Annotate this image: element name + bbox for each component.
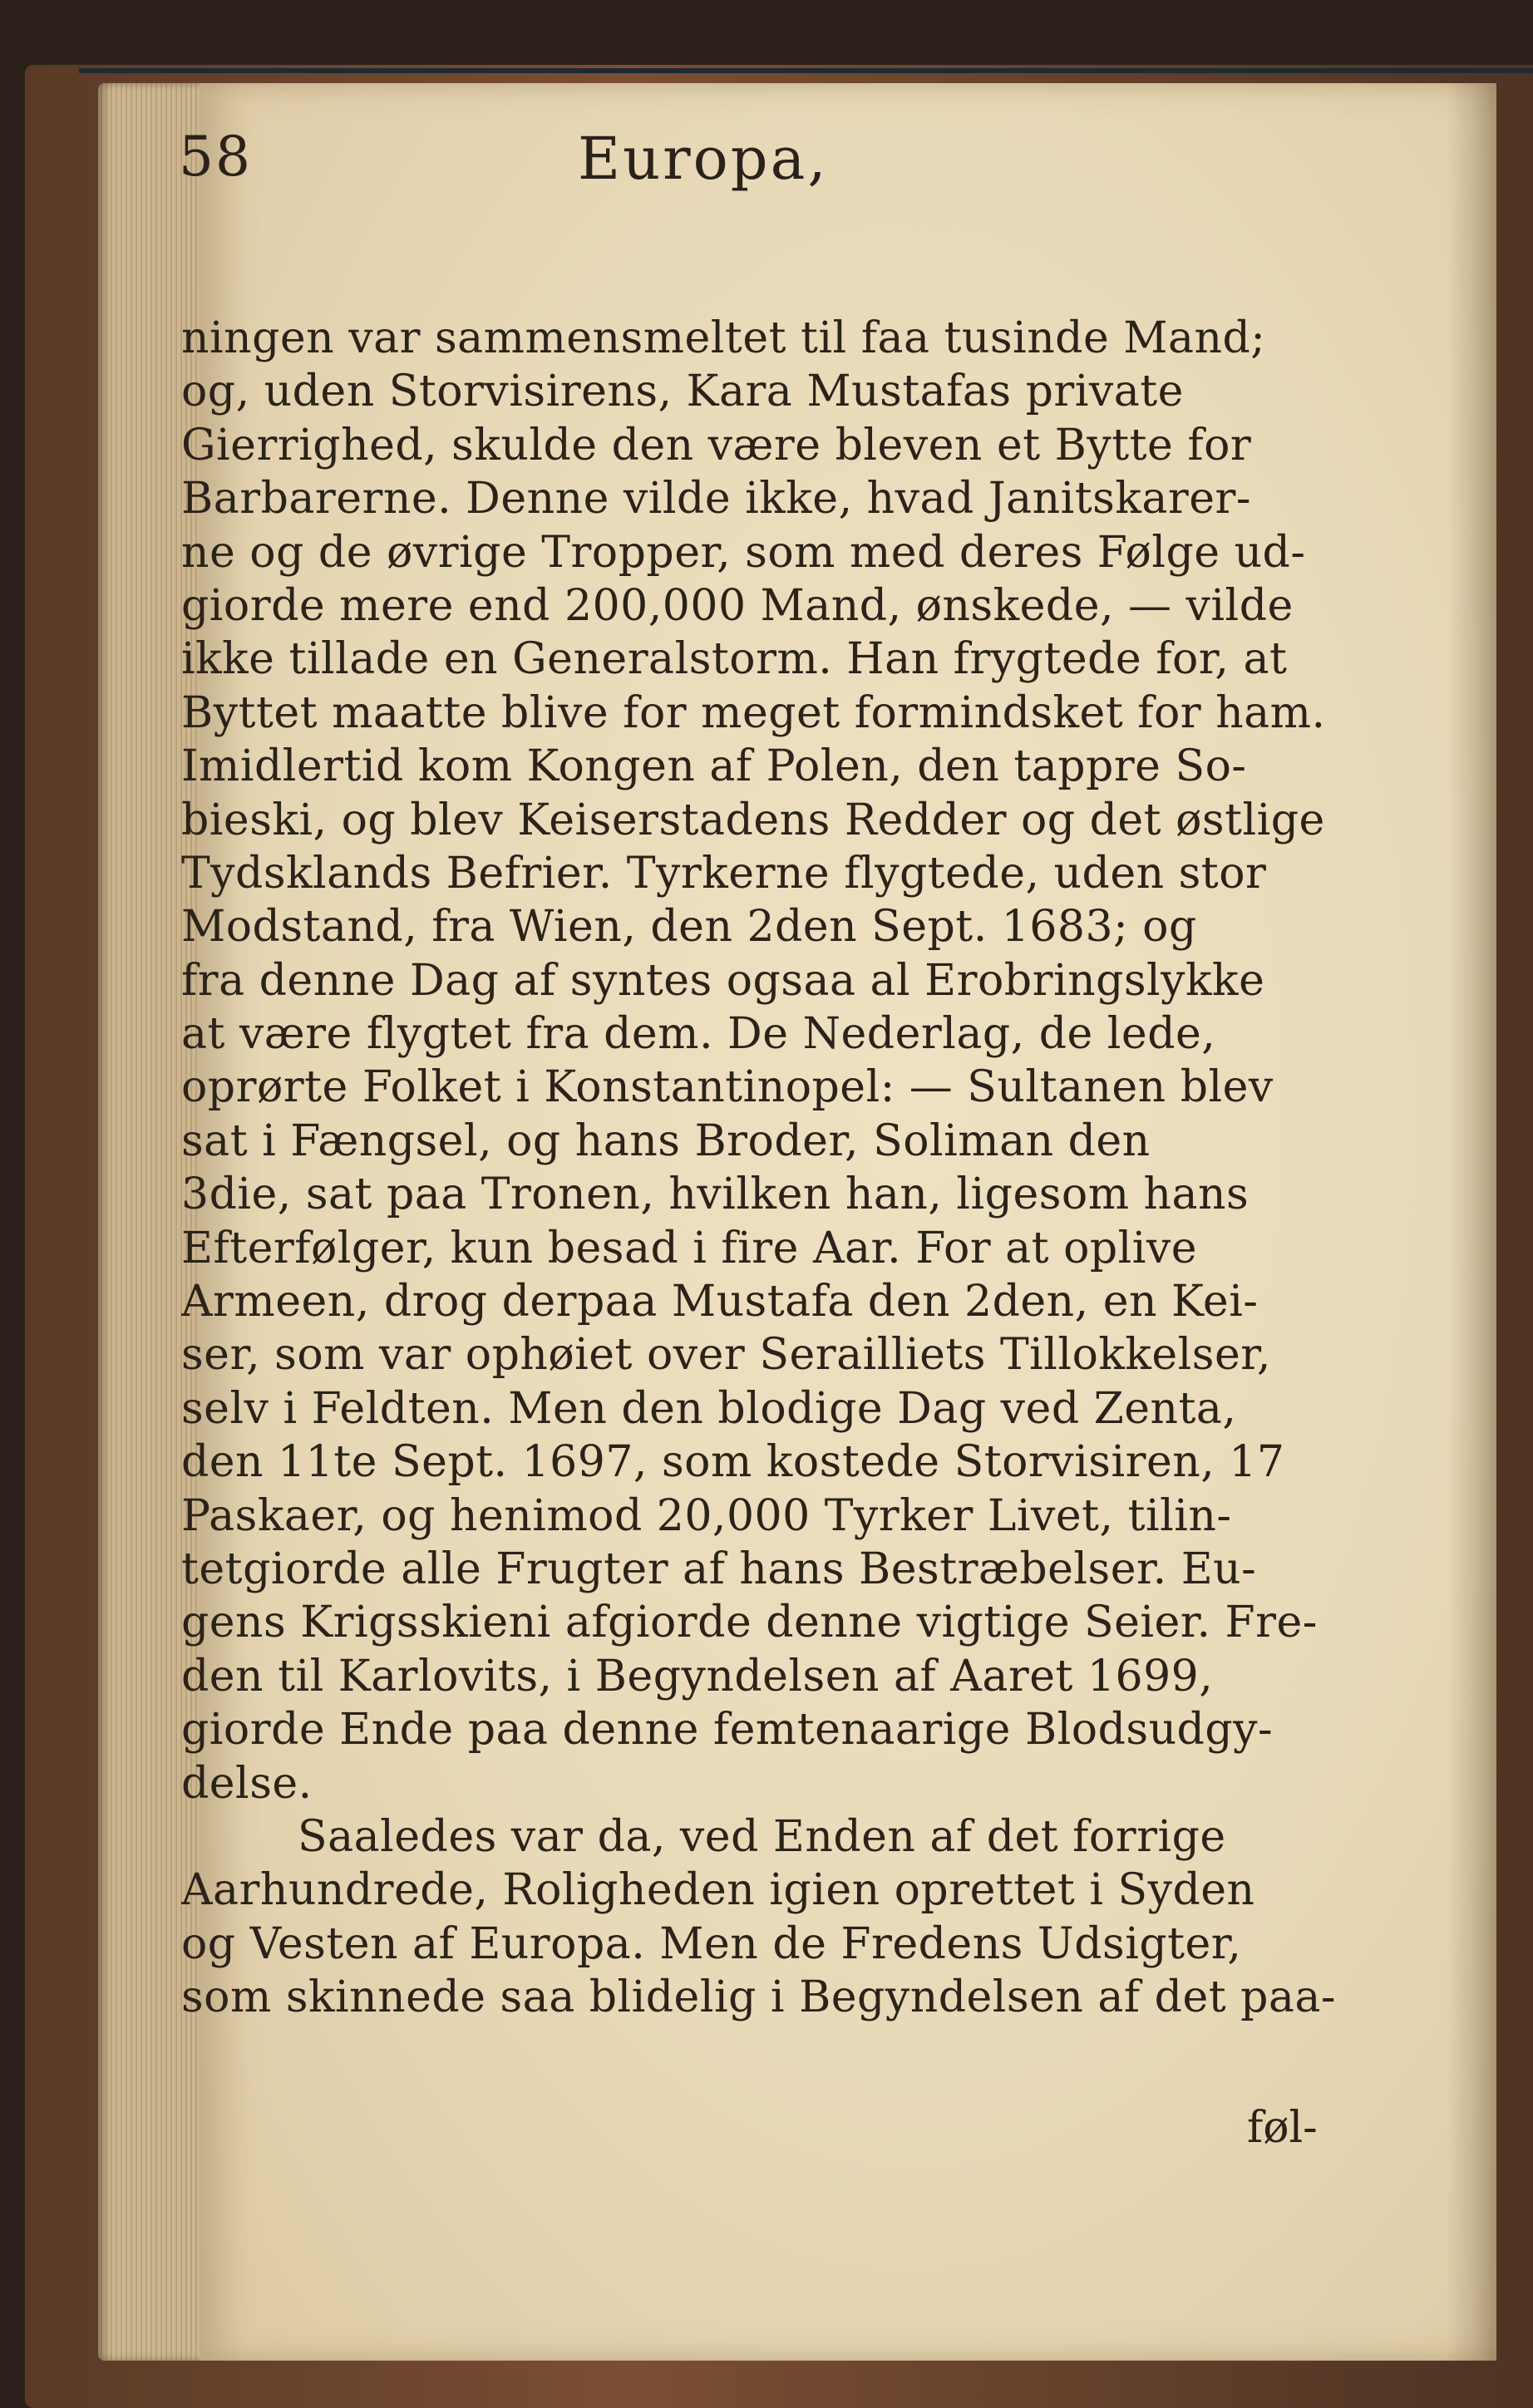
text-line: 3die, sat paa Tronen, hvilken han, ligesom hans — [181, 1170, 1250, 1220]
catchword: føl- — [1247, 2103, 1318, 2153]
text-line: Byttet maatte blive for meget formindsket for ham. — [181, 687, 1326, 738]
text-line: som skinnede saa blidelig i Begyndelsen af det paa- — [181, 1972, 1337, 2023]
text-line: at være flygtet fra dem. De Nederlag, de lede, — [181, 1009, 1216, 1060]
page-header — [179, 125, 1343, 216]
text-line: Modstand, fra Wien, den 2den Sept. 1683; og — [181, 902, 1197, 953]
text-line: giorde Ende paa denne femtenaarige Blodsudgy- — [181, 1705, 1274, 1756]
text-line: ser, som var ophøiet over Serailliets Tillokkelser, — [181, 1330, 1271, 1381]
text-line: oprørte Folket i Konstantinopel: — Sultanen blev — [181, 1062, 1274, 1113]
text-line: og Vesten af Europa. Men de Fredens Udsigter, — [181, 1918, 1242, 1969]
text-line: Gierrighed, skulde den være bleven et Bytte for — [181, 420, 1252, 470]
text-line: delse. — [181, 1758, 313, 1809]
text-line: gens Krigsskieni afgiorde denne vigtige Seier. Fre- — [181, 1598, 1318, 1648]
text-line: Tydsklands Befrier. Tyrkerne flygtede, uden stor — [181, 848, 1267, 899]
text-line: den 11te Sept. 1697, som kostede Storvisiren, 17 — [181, 1437, 1285, 1488]
text-line: tetgiorde alle Frugter af hans Bestræbelser. Eu- — [181, 1544, 1257, 1594]
text-line: Imidlertid kom Kongen af Polen, den tappre So- — [181, 741, 1247, 792]
text-line: Paskaer, og henimod 20,000 Tyrker Livet, tilin- — [181, 1490, 1232, 1541]
text-line: Aarhundrede, Roligheden igien oprettet i Syden — [181, 1865, 1255, 1916]
text-line: fra denne Dag af syntes ogsaa al Erobringslykke — [181, 955, 1265, 1006]
text-line: sat i Fængsel, og hans Broder, Soliman den — [181, 1115, 1151, 1166]
cover-edge — [79, 68, 1533, 73]
text-line: bieski, og blev Keiserstadens Redder og det østlige — [181, 795, 1325, 845]
text-line: Armeen, drog derpaa Mustafa den 2den, en Kei- — [181, 1277, 1259, 1327]
running-head: Europa, — [578, 125, 829, 193]
text-line: ningen var sammensmeltet til faa tusinde Mand; — [181, 313, 1266, 363]
text-line: den til Karlovits, i Begyndelsen af Aaret 1699, — [181, 1651, 1214, 1701]
text-line-indented: Saaledes var da, ved Enden af det forrige — [298, 1811, 1226, 1862]
text-line: og, uden Storvisirens, Kara Mustafas private — [181, 367, 1184, 417]
body-text — [181, 312, 1370, 2025]
text-line: ikke tillade en Generalstorm. Han frygtede for, at — [181, 634, 1288, 685]
text-line: giorde mere end 200,000 Mand, ønskede, — vilde — [181, 580, 1294, 631]
text-line: selv i Feldten. Men den blodige Dag ved Zenta, — [181, 1383, 1237, 1434]
text-line: Barbarerne. Denne vilde ikke, hvad Janitskarer- — [181, 474, 1251, 524]
page-number: 58 — [179, 125, 252, 189]
text-line: Efterfølger, kun besad i fire Aar. For at oplive — [181, 1223, 1198, 1273]
page-gutter — [1447, 83, 1496, 2361]
text-line: ne og de øvrige Tropper, som med deres Følge ud- — [181, 527, 1306, 578]
